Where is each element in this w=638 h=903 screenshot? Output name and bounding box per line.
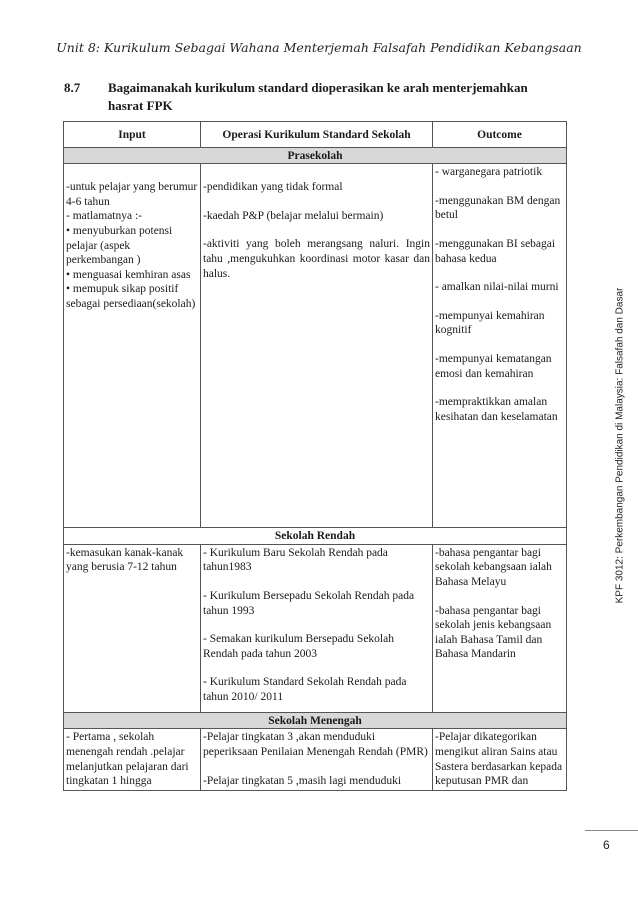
cell-line: • menguasai kemhiran asas <box>66 268 191 281</box>
cell-line: -mempunyai kemahiran kognitif <box>435 309 545 337</box>
band-row <box>64 528 567 545</box>
cell-input <box>64 164 201 528</box>
cell-line: -aktiviti yang boleh merangsang naluri. Ingin tahu ,mengukuhkan koordinasi motor kasar dan halus. <box>203 238 430 280</box>
cell-input <box>64 544 201 712</box>
cell-input <box>64 729 201 790</box>
cell-line: -Pelajar tingkatan 5 ,masih lagi menduduki <box>203 774 402 787</box>
cell-line: • memupuk sikap positif sebagai persediaan(sekolah) <box>66 283 196 310</box>
table-row <box>64 164 567 528</box>
cell-line: -kemasukan kanak-kanak yang berusia 7-12 tahun <box>66 546 184 574</box>
cell-line: -pendidikan yang tidak formal <box>203 181 343 194</box>
band-sekolah-rendah: Sekolah Rendah <box>64 528 567 545</box>
section-heading <box>64 79 534 115</box>
cell-operasi <box>201 729 433 790</box>
band-row <box>64 712 567 729</box>
cell-operasi <box>201 164 433 528</box>
column-header-operasi: Operasi Kurikulum Standard Sekolah <box>201 122 433 148</box>
page-number: 6 <box>603 838 610 852</box>
cell-line: - warganegara patriotik <box>435 166 543 179</box>
cell-line: -bahasa pengantar bagi sekolah jenis kebangsaan ialah Bahasa Tamil dan Bahasa Mandarin <box>435 604 552 661</box>
cell-line: -untuk pelajar yang berumur 4-6 tahun <box>66 181 198 208</box>
footer-rule <box>585 830 638 831</box>
band-sekolah-menengah: Sekolah Menengah <box>64 712 567 729</box>
cell-line: - Kurikulum Standard Sekolah Rendah pada tahun 2010/ 2011 <box>203 676 407 703</box>
fpk-table <box>63 121 567 791</box>
cell-line: -bahasa pengantar bagi sekolah kebangsaan ialah Bahasa Melayu <box>435 546 552 588</box>
cell-line: -menggunakan BI sebagai bahasa kedua <box>435 237 556 265</box>
cell-line: -mempraktikkan amalan kesihatan dan keselamatan <box>435 396 558 423</box>
table-row <box>64 729 567 790</box>
cell-line: • menyuburkan potensi pelajar (aspek perkembangan ) <box>66 224 173 267</box>
column-header-input: Input <box>64 122 201 148</box>
vertical-course-title: KPF 3012: Perkembangan Pendidikan di Malaysia: Falsafah dan Dasar <box>614 287 626 603</box>
cell-outcome <box>433 544 567 712</box>
band-prasekolah: Prasekolah <box>64 147 567 164</box>
cell-line: - Pertama , sekolah menengah rendah .pelajar melanjutkan pelajaran dari tingkatan 1 hingga <box>66 731 189 788</box>
cell-line: - matlamatnya :- <box>66 210 142 223</box>
cell-line: - amalkan nilai-nilai murni <box>435 281 559 294</box>
cell-line: -menggunakan BM dengan betul <box>435 194 561 222</box>
cell-outcome <box>433 729 567 790</box>
cell-line: - Semakan kurikulum Bersepadu Sekolah Rendah pada tahun 2003 <box>203 633 394 660</box>
cell-line: - Kurikulum Baru Sekolah Rendah pada tahun1983 <box>203 546 388 574</box>
cell-line: -mempunyai kematangan emosi dan kemahiran <box>435 352 552 380</box>
band-row <box>64 147 567 164</box>
cell-line: -Pelajar dikategorikan mengikut aliran Sains atau Sastera berdasarkan kepada keputusan PMR dan <box>435 731 563 788</box>
running-header: Unit 8: Kurikulum Sebagai Wahana Menterjemah Falsafah Pendidikan Kebangsaan <box>56 40 582 55</box>
column-header-outcome: Outcome <box>433 122 567 148</box>
side-title <box>610 270 630 620</box>
section-title: Bagaimanakah kurikulum standard dioperasikan ke arah menterjemahkan hasrat FPK <box>108 80 528 113</box>
cell-line: -kaedah P&P (belajar melalui bermain) <box>203 209 384 222</box>
table-header-row <box>64 122 567 148</box>
cell-operasi <box>201 544 433 712</box>
cell-line: - Kurikulum Bersepadu Sekolah Rendah pada tahun 1993 <box>203 589 415 617</box>
cell-outcome <box>433 164 567 528</box>
cell-line: -Pelajar tingkatan 3 ,akan menduduki peperiksaan Penilaian Menengah Rendah (PMR) <box>203 731 428 758</box>
section-number: 8.7 <box>64 80 81 95</box>
table-row <box>64 544 567 712</box>
